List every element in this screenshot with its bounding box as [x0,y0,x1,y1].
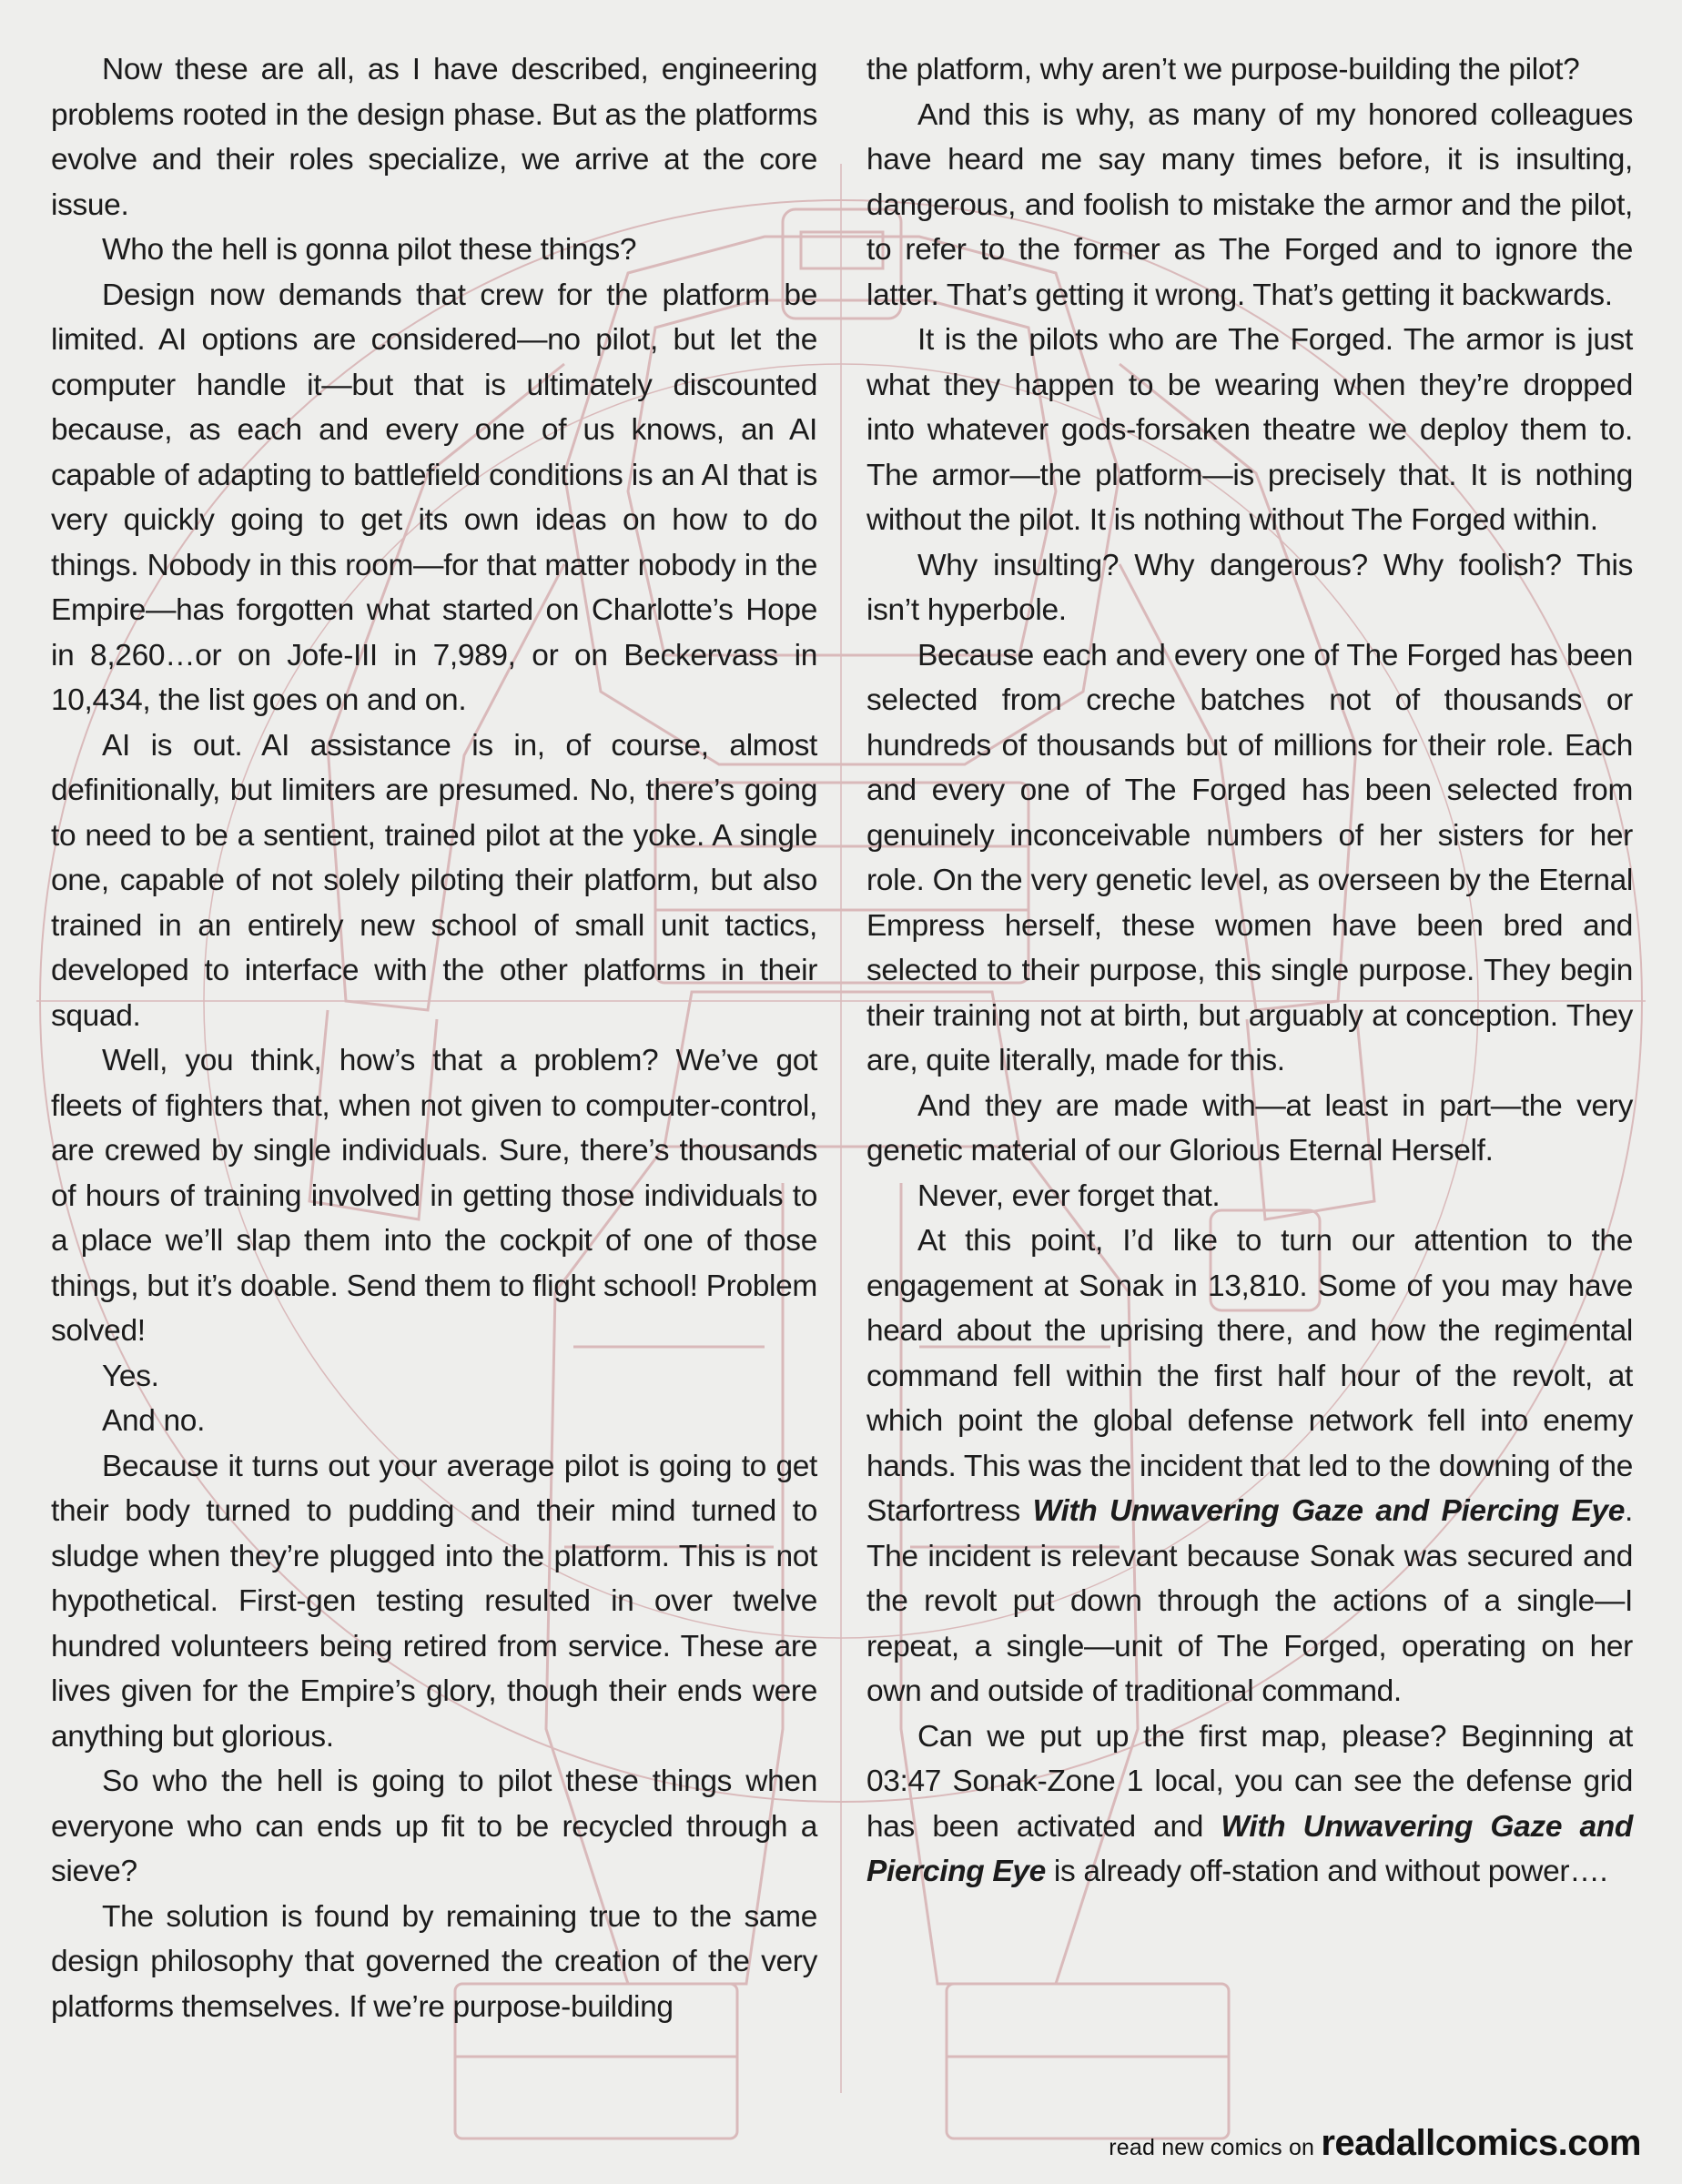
left-column [51,47,817,2029]
text-run: Can we put up the first map, please? Beginning at 03:47 Sonak-Zone 1 local, you can see the defense grid has been activated and [866,1719,1633,1844]
paragraph: Who the hell is gonna pilot these things? [102,233,637,267]
footer-prefix: read new comics on [1109,2135,1315,2160]
paragraph: And they are made with—at least in part—the very genetic material of our Glorious Eternal Herself. [866,1088,1633,1168]
text-run: . The incident is relevant because Sonak was secured and the revolt put down through the actions of a single—I repeat, a single—unit of The Forged, operating on her own and outside of traditional command. [866,1494,1633,1708]
paragraph: It is the pilots who are The Forged. The armor is just what they happen to be wearing when they’re dropped into whatever gods-forsaken theatre we deploy them to. The armor—the platform—is precisely that. It is nothing without the pilot. It is nothing without The Forged within. [866,323,1633,537]
text-run: At this point, I’d like to turn our attention to the engagement at Sonak in 13,810. Some of you may have heard about the uprising there, and how the regimental command fell within the first half hour of the revolt, at which point the global defense network fell into enemy hands. This was the incident that led to the downing of the Starfortress [866,1224,1633,1528]
paragraph: And no. [102,1404,206,1438]
paragraph: Design now demands that crew for the platform be limited. AI options are considered—no pilot, but let the computer handle it—but that is ultimately discounted because, as each and every one of us knows, an AI capable of adapting to battlefield conditions is an AI that is very quickly going to get its own ideas on how to do things. Nobody in this room—for that matter nobody in the Empire—has forgotten what started on Charlotte’s Hope in 8,260…or on Jofe-III in 7,989, or on Beckervass in 10,434, the list goes on and on. [51,278,817,717]
watermark-footer [1109,2123,1641,2164]
paragraph [866,1218,1633,1714]
paragraph: And this is why, as many of my honored colleagues have heard me say many times before, it is insulting, dangerous, and foolish to mistake the armor and the pilot, to refer to the former as The Forged and to ignore the latter. That’s getting it wrong. That’s getting it backwards. [866,97,1633,312]
right-column [866,47,1633,1895]
paragraph: Never, ever forget that. [917,1178,1221,1213]
paragraph: Why insulting? Why dangerous? Why foolish? This isn’t hyperbole. [866,548,1633,627]
ship-name: With Unwavering Gaze and Piercing Eye [866,1809,1633,1888]
paragraph [866,1714,1633,1895]
footer-site-link[interactable]: readallcomics.com [1321,2123,1641,2163]
paragraph: Because it turns out your average pilot is going to get their body turned to pudding and their mind turned to sludge when they’re plugged into the platform. This is not hypothetical. First-gen testing resulted in over twelve hundred volunteers being retired from service. These are lives given for the Empire’s glory, though their ends were anything but glorious. [51,1449,817,1754]
paragraph: Now these are all, as I have described, engineering problems rooted in the design phase. But as the platforms evolve and their roles specialize, we arrive at the core issue. [51,53,817,222]
ship-name: With Unwavering Gaze and Piercing Eye [1032,1494,1626,1528]
text-run: is already off-station and without power…. [1045,1855,1608,1888]
paragraph: Yes. [102,1359,159,1393]
paragraph: AI is out. AI assistance is in, of course, almost definitionally, but limiters are presumed. No, there’s going to need to be a sentient, trained pilot at the yoke. A single one, capable of not solely piloting their platform, but also trained in an entirely new school of small unit tactics, developed to interface with the other platforms in their squad. [51,728,817,1033]
paragraph: Well, you think, how’s that a problem? We’ve got fleets of fighters that, when not given to computer-control, are crewed by single individuals. Sure, there’s thousands of hours of training involved in getting those individuals to a place we’ll slap them into the cockpit of one of those things, but it’s doable. Send them to flight school! Problem solved! [51,1044,817,1348]
paragraph: Because each and every one of The Forged has been selected from creche batches not of thousands or hundreds of thousands but of millions for their role. Each and every one of The Forged has been selected from genuinely inconceivable numbers of her sisters for her role. On the very genetic level, as overseen by the Eternal Empress herself, these women have been bred and selected to their purpose, this single purpose. They begin their training not at birth, but arguably at conception. They are, quite literally, made for this. [866,638,1633,1077]
paragraph-continued: the platform, why aren’t we purpose-building the pilot? [866,53,1580,86]
paragraph: So who the hell is going to pilot these things when everyone who can ends up fit to be recycled through a sieve? [51,1764,817,1888]
paragraph: The solution is found by remaining true to the same design philosophy that governed the creation of the very platforms themselves. If we’re purpose-building [51,1899,817,2024]
